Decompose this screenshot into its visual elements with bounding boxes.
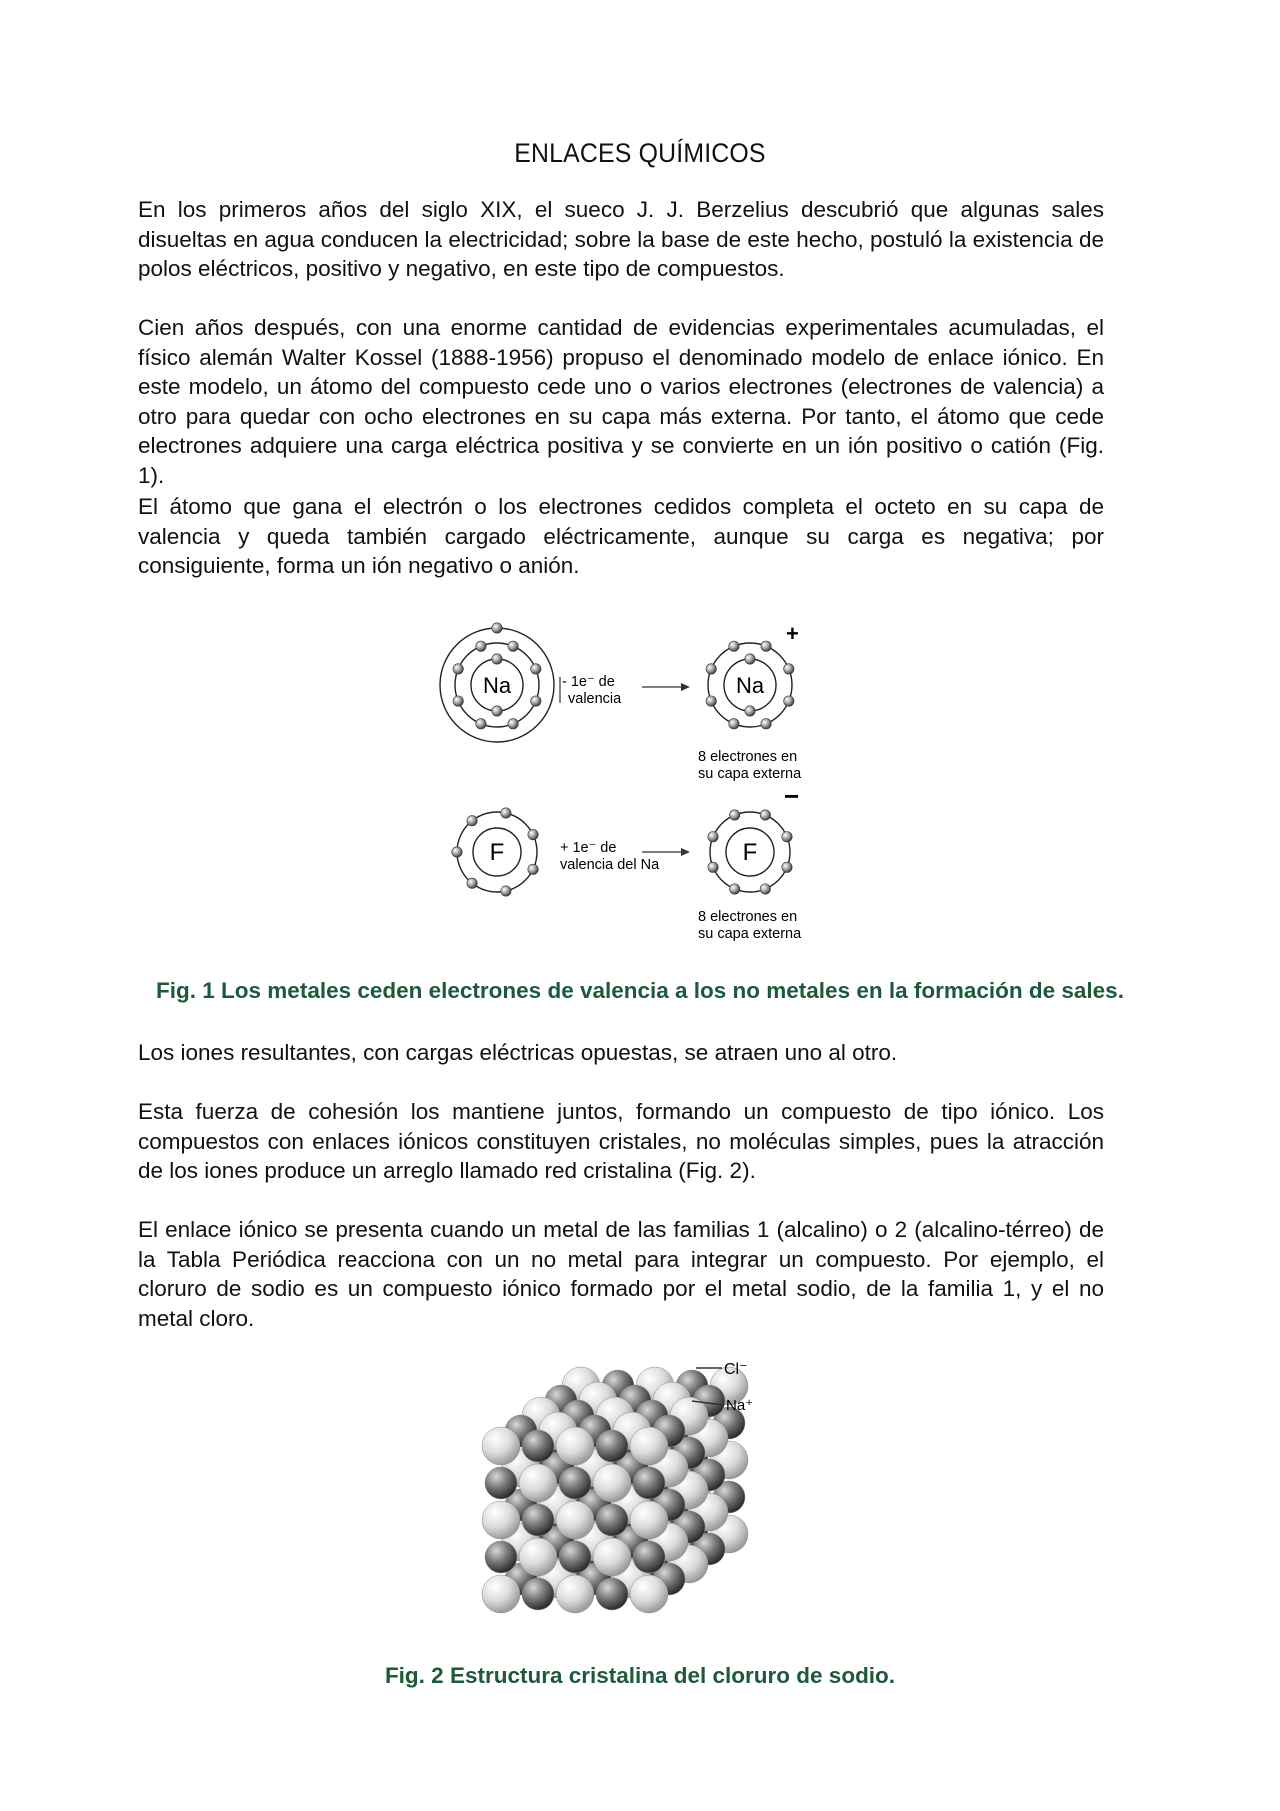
electron bbox=[508, 641, 518, 651]
cl-ion bbox=[556, 1575, 594, 1613]
cl-ion bbox=[482, 1501, 520, 1539]
fig2-caption: Fig. 2 Estructura cristalina del cloruro de sodio. bbox=[384, 1663, 896, 1688]
na-ion bbox=[633, 1541, 665, 1573]
electron bbox=[782, 831, 792, 841]
electron bbox=[729, 719, 739, 729]
electron bbox=[492, 623, 502, 633]
cl-ion bbox=[593, 1538, 631, 1576]
paragraph-4: Los iones resultantes, con cargas eléctricas opuestas, se atraen uno al otro. bbox=[138, 1040, 898, 1065]
f-transfer-line1: + 1e⁻ de bbox=[560, 840, 617, 856]
electron bbox=[706, 696, 716, 706]
minus-charge: − bbox=[784, 781, 800, 811]
electron bbox=[528, 864, 538, 874]
electron bbox=[708, 831, 718, 841]
cl-ion bbox=[556, 1427, 594, 1465]
na-ion bbox=[485, 1541, 517, 1573]
fig1-diagram bbox=[420, 615, 840, 950]
electron bbox=[729, 641, 739, 651]
electron bbox=[467, 878, 477, 888]
na-ion bbox=[633, 1467, 665, 1499]
electron bbox=[452, 847, 462, 857]
f-symbol-right: F bbox=[742, 839, 758, 866]
electron bbox=[761, 641, 771, 651]
electron bbox=[501, 808, 511, 818]
na-ion bbox=[559, 1467, 591, 1499]
label-cl: Cl⁻ bbox=[724, 1361, 748, 1378]
electron bbox=[784, 696, 794, 706]
electron bbox=[528, 829, 538, 839]
na-ion bbox=[596, 1578, 628, 1610]
na-ion bbox=[485, 1467, 517, 1499]
electron bbox=[476, 719, 486, 729]
cl-ion bbox=[630, 1575, 668, 1613]
na-ion bbox=[522, 1430, 554, 1462]
electron bbox=[531, 664, 541, 674]
paragraph-5: Esta fuerza de cohesión los mantiene juntos, formando un compuesto de tipo iónico. Los compuestos con enlaces iónicos constituyen cristales, no moléculas simples, pues la atracción de los iones produce un arreglo llamado red cristalina (Fig. 2). bbox=[138, 1099, 1104, 1183]
electron bbox=[531, 696, 541, 706]
na-ion bbox=[596, 1430, 628, 1462]
na-symbol-right: Na bbox=[735, 673, 765, 698]
paragraph-2: Cien años después, con una enorme cantidad de evidencias experimentales acumuladas, el físico alemán Walter Kossel (1888-1956) propuso el denominado modelo de enlace iónico. En este modelo, un átomo del compuesto cede uno o varios electrones (electrones de valencia) a otro para quedar con ocho electrones en su capa más externa. Por tanto, el átomo que cede electrones adquiere una carga eléctrica positiva y se convierte en un ión positivo o catión (Fig. 1). bbox=[138, 315, 1104, 488]
cl-ion bbox=[593, 1464, 631, 1502]
na-symbol-left: Na bbox=[482, 673, 512, 698]
electron bbox=[760, 810, 770, 820]
electron bbox=[453, 664, 463, 674]
electron bbox=[508, 719, 518, 729]
octet-f-line2: su capa externa bbox=[698, 926, 802, 942]
paragraph-1: En los primeros años del siglo XIX, el sueco J. J. Berzelius descubrió que algunas sales disueltas en agua conducen la electricidad; sobre la base de este hecho, postuló la existencia de polos eléctricos, positivo y negativo, en este tipo de compuestos. bbox=[138, 197, 1104, 281]
fig2-crystal bbox=[460, 1335, 790, 1630]
na-transfer-line2: valencia bbox=[568, 691, 622, 707]
fig1-caption: Fig. 1 Los metales ceden electrones de valencia a los no metales en la formación de sales. bbox=[156, 978, 1124, 1003]
electron bbox=[745, 654, 755, 664]
electron bbox=[492, 654, 502, 664]
octet-na-line1: 8 electrones en bbox=[698, 749, 798, 765]
cl-ion bbox=[482, 1427, 520, 1465]
electron bbox=[453, 696, 463, 706]
cl-ion bbox=[630, 1427, 668, 1465]
electron bbox=[745, 706, 755, 716]
na-ion bbox=[522, 1578, 554, 1610]
cl-ion bbox=[482, 1575, 520, 1613]
electron bbox=[476, 641, 486, 651]
electron bbox=[729, 810, 739, 820]
na-ion bbox=[596, 1504, 628, 1536]
electron bbox=[708, 862, 718, 872]
f-symbol-left: F bbox=[489, 839, 505, 866]
na-transfer-line1: - 1e⁻ de bbox=[562, 674, 615, 690]
page-title: ENLACES QUÍMICOS bbox=[514, 138, 766, 168]
octet-f-line1: 8 electrones en bbox=[698, 909, 798, 925]
label-na: Na⁺ bbox=[726, 1397, 754, 1414]
f-transfer-line2: valencia del Na bbox=[560, 857, 660, 873]
electron bbox=[492, 706, 502, 716]
electron bbox=[467, 816, 477, 826]
electron bbox=[782, 862, 792, 872]
electron bbox=[501, 886, 511, 896]
electron bbox=[761, 719, 771, 729]
na-ion bbox=[559, 1541, 591, 1573]
octet-na-line2: su capa externa bbox=[698, 766, 802, 782]
paragraph-6: El enlace iónico se presenta cuando un metal de las familias 1 (alcalino) o 2 (alcalino-térreo) de la Tabla Periódica reacciona con un no metal para integrar un compuesto. Por ejemplo, el cloruro de sodio es un compuesto iónico formado por el metal sodio, de la familia 1, y el no metal cloro. bbox=[138, 1217, 1104, 1331]
plus-charge: + bbox=[786, 621, 799, 646]
electron bbox=[760, 884, 770, 894]
electron bbox=[784, 664, 794, 674]
arrow-na-head bbox=[681, 683, 690, 691]
na-ion bbox=[522, 1504, 554, 1536]
cl-ion bbox=[630, 1501, 668, 1539]
cl-ion bbox=[556, 1501, 594, 1539]
electron bbox=[729, 884, 739, 894]
electron bbox=[706, 664, 716, 674]
paragraph-3: El átomo que gana el electrón o los electrones cedidos completa el octeto en su capa de valencia y queda también cargado eléctricamente, aunque su carga es negativa; por consiguiente, forma un ión negativo o anión. bbox=[138, 494, 1104, 578]
cl-ion bbox=[519, 1464, 557, 1502]
cl-ion bbox=[519, 1538, 557, 1576]
arrow-f-head bbox=[681, 848, 690, 856]
